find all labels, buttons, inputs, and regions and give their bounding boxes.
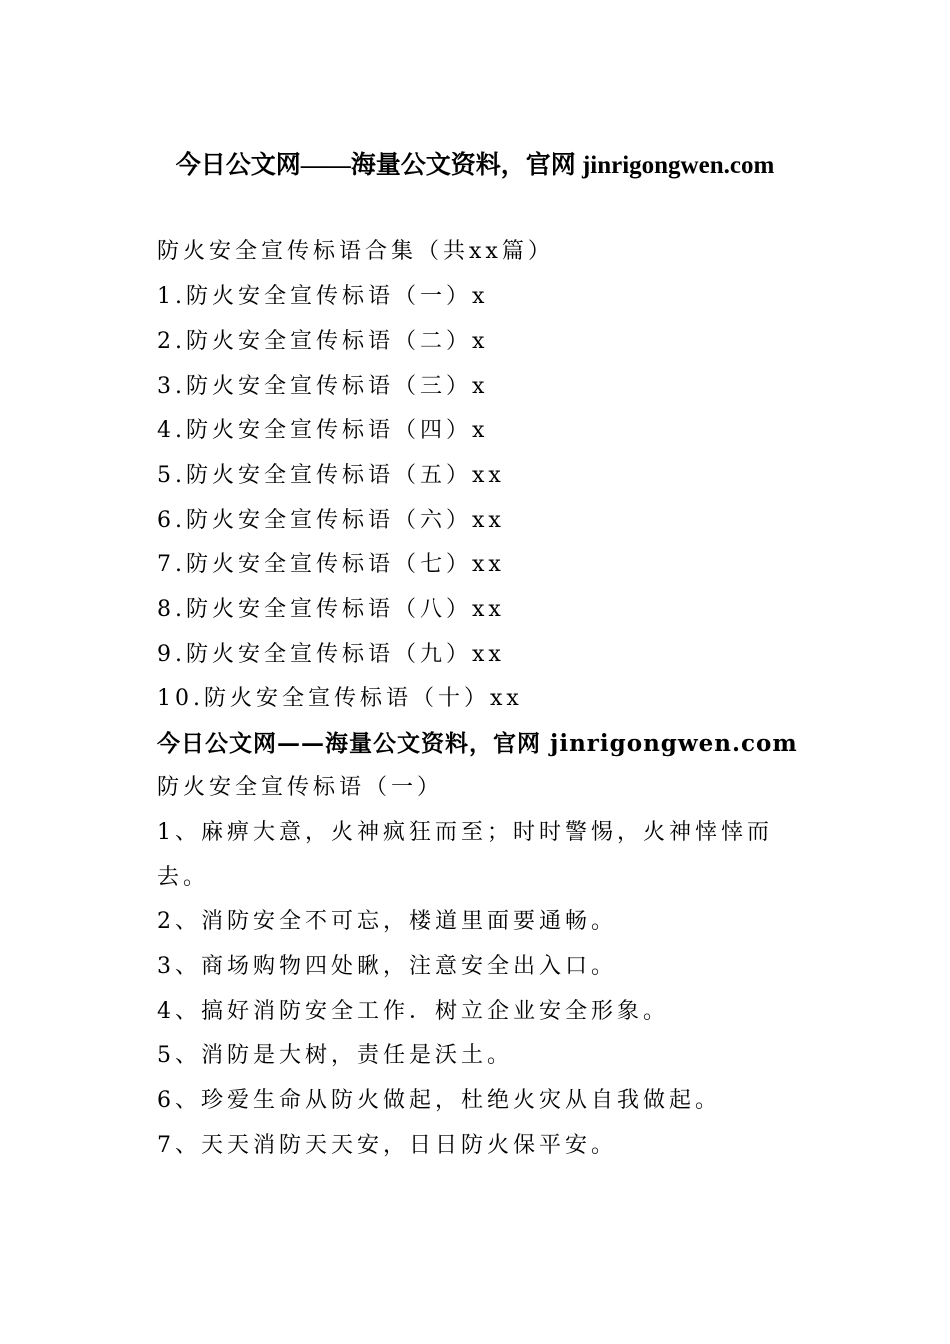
toc-title: 防火安全宣传标语合集（共xx篇）	[157, 239, 554, 264]
toc-item: 7.防火安全宣传标语（七）xx	[157, 552, 505, 577]
toc-item: 5.防火安全宣传标语（五）xx	[157, 463, 505, 488]
toc-item: 6.防火安全宣传标语（六）xx	[157, 508, 505, 533]
toc-item: 8.防火安全宣传标语（八）xx	[157, 597, 505, 622]
slogan-item-continuation: 去。	[157, 865, 210, 890]
site-banner: 今日公文网——海量公文资料，官网 jinrigongwen.com	[157, 730, 798, 757]
toc-item: 10.防火安全宣传标语（十）xx	[157, 686, 523, 711]
toc-item: 3.防火安全宣传标语（三）x	[157, 374, 489, 399]
page-header: 今日公文网——海量公文资料，官网 jinrigongwen.com	[175, 152, 775, 179]
slogan-item: 7、天天消防天天安，日日防火保平安。	[157, 1133, 617, 1158]
slogan-item: 2、消防安全不可忘，楼道里面要通畅。	[157, 909, 617, 934]
section-title: 防火安全宣传标语（一）	[157, 775, 444, 800]
slogan-item: 6、珍爱生命从防火做起，杜绝火灾从自我做起。	[157, 1088, 721, 1113]
slogan-item: 3、商场购物四处瞅，注意安全出入口。	[157, 954, 617, 979]
toc-item: 9.防火安全宣传标语（九）xx	[157, 642, 505, 667]
toc-item: 4.防火安全宣传标语（四）x	[157, 418, 489, 443]
toc-item: 1.防火安全宣传标语（一）x	[157, 284, 489, 309]
slogan-item: 1、麻痹大意，火神疯狂而至；时时警惕，火神悻悻而	[157, 820, 773, 845]
slogan-item: 5、消防是大树，责任是沃土。	[157, 1043, 513, 1068]
toc-item: 2.防火安全宣传标语（二）x	[157, 329, 489, 354]
slogan-item: 4、搞好消防安全工作．树立企业安全形象。	[157, 999, 669, 1024]
